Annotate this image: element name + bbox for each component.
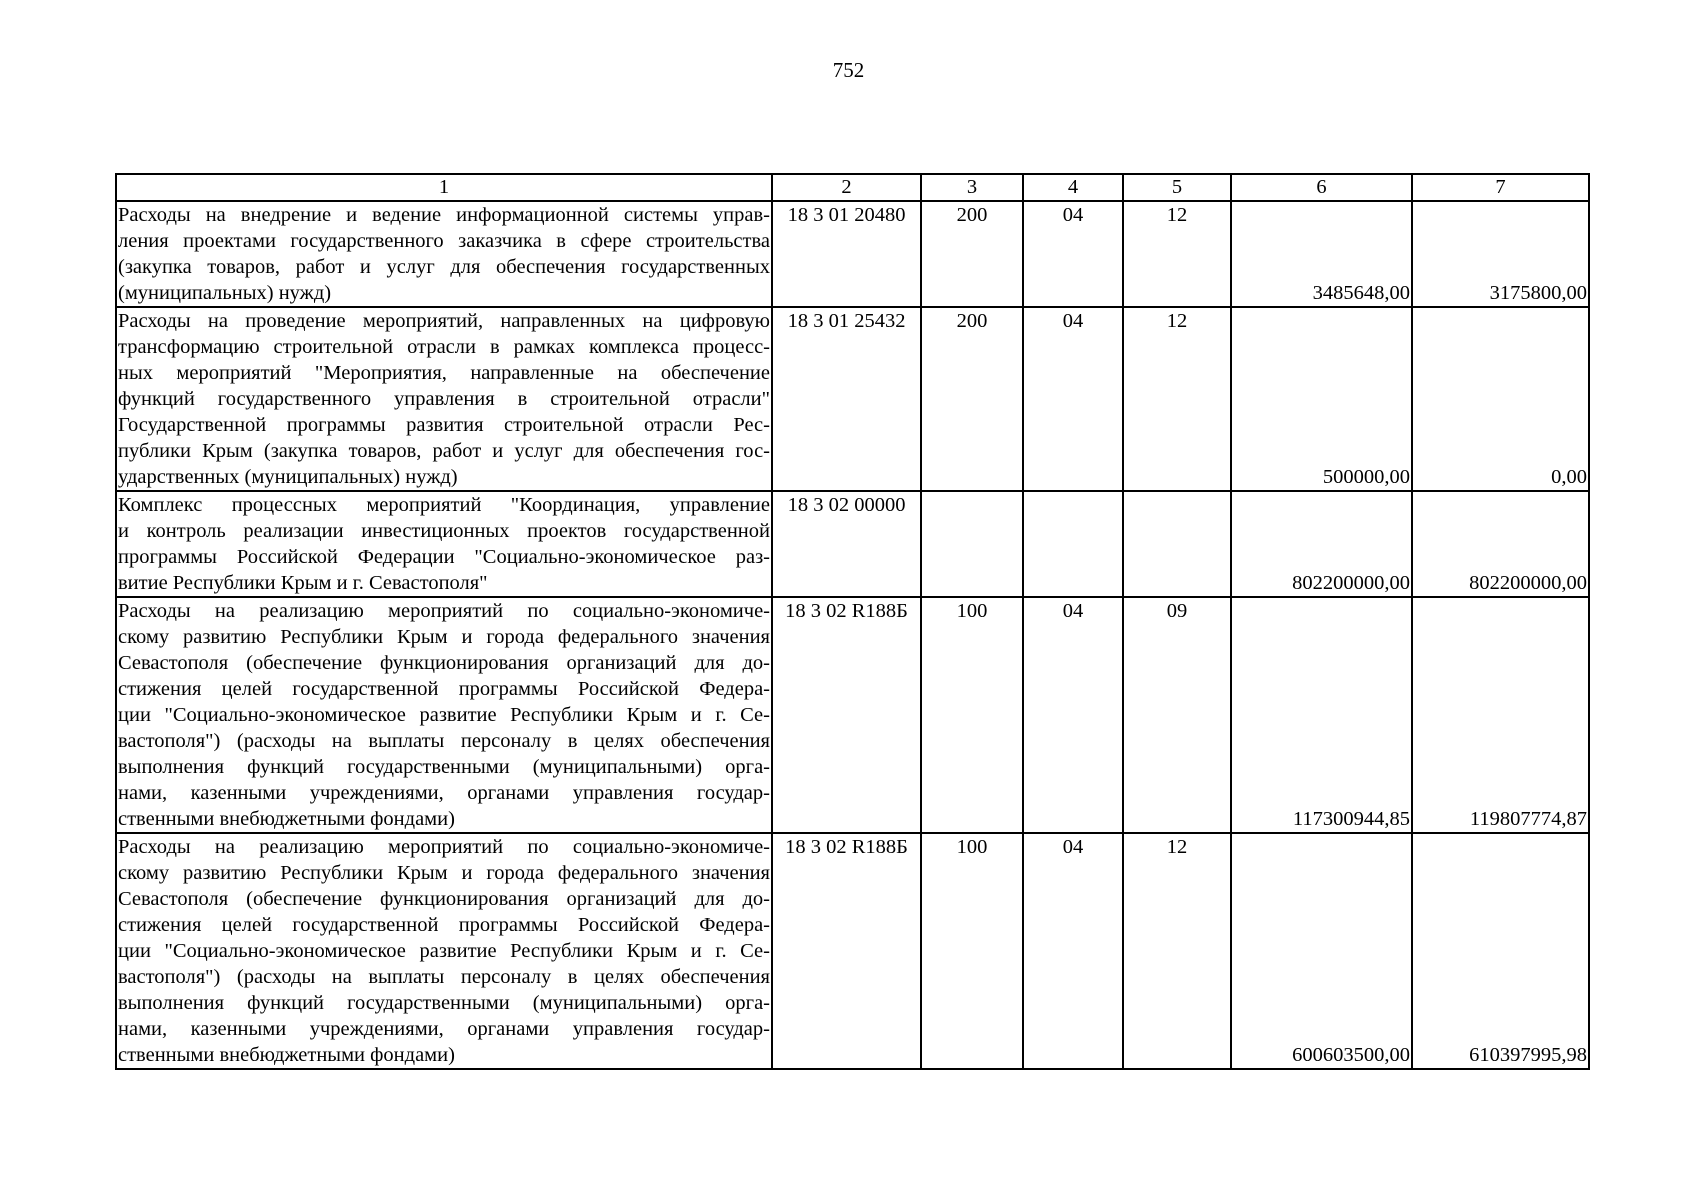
row-description: [116, 597, 772, 833]
table-row: [116, 307, 1589, 491]
row-col-3: 100: [921, 597, 1023, 833]
description-line: программы Российской Федерации "Социально-экономическое раз-: [118, 546, 770, 568]
row-amount-col-6: 117300944,85: [1231, 597, 1412, 833]
row-description: [116, 201, 772, 307]
table-header: [116, 174, 1589, 201]
table-row: [116, 833, 1589, 1069]
row-description: [116, 833, 772, 1069]
description-line: Расходы на проведение мероприятий, направленных на цифровую: [118, 310, 770, 332]
row-col-4: 04: [1023, 833, 1123, 1069]
table-row: [116, 201, 1589, 307]
description-line: нами, казенными учреждениями, органами управления государ-: [118, 782, 770, 804]
description-line: публики Крым (закупка товаров, работ и услуг для обеспечения гос-: [118, 440, 770, 462]
row-code: 18 3 02 00000: [772, 491, 921, 597]
row-amount-col-7: 119807774,87: [1412, 597, 1589, 833]
row-description: [116, 491, 772, 597]
row-amount-col-6: 3485648,00: [1231, 201, 1412, 307]
row-code: 18 3 01 20480: [772, 201, 921, 307]
row-code: 18 3 02 R188Б: [772, 597, 921, 833]
table-row: [116, 491, 1589, 597]
header-col-3: 3: [921, 174, 1023, 201]
row-col-5: 12: [1123, 307, 1231, 491]
row-col-3: 200: [921, 201, 1023, 307]
table-row: [116, 597, 1589, 833]
row-col-5: 09: [1123, 597, 1231, 833]
header-col-2: 2: [772, 174, 921, 201]
row-col-3: 100: [921, 833, 1023, 1069]
row-col-3: [921, 491, 1023, 597]
row-col-4: 04: [1023, 307, 1123, 491]
description-line: Расходы на внедрение и ведение информационной системы управ-: [118, 204, 770, 226]
row-col-3: 200: [921, 307, 1023, 491]
description-line: Комплекс процессных мероприятий "Координация, управление: [118, 494, 770, 516]
description-line: выполнения функций государственными (муниципальными) орга-: [118, 992, 770, 1014]
description-line: вастополя") (расходы на выплаты персоналу в целях обеспечения: [118, 966, 770, 988]
row-code: 18 3 02 R188Б: [772, 833, 921, 1069]
row-amount-col-7: 3175800,00: [1412, 201, 1589, 307]
row-amount-col-7: 802200000,00: [1412, 491, 1589, 597]
row-amount-col-7: 0,00: [1412, 307, 1589, 491]
header-col-5: 5: [1123, 174, 1231, 201]
header-col-6: 6: [1231, 174, 1412, 201]
description-line: выполнения функций государственными (муниципальными) орга-: [118, 756, 770, 778]
description-line: скому развитию Республики Крым и города федерального значения: [118, 626, 770, 648]
row-description: [116, 307, 772, 491]
description-line: трансформацию строительной отрасли в рамках комплекса процесс-: [118, 336, 770, 358]
header-col-4: 4: [1023, 174, 1123, 201]
table-body: [116, 201, 1589, 1069]
header-col-1: 1: [116, 174, 772, 201]
row-col-5: 12: [1123, 833, 1231, 1069]
description-line: Севастополя (обеспечение функционирования организаций для до-: [118, 888, 770, 910]
description-line: ударственных (муниципальных) нужд): [118, 466, 458, 488]
description-line: Расходы на реализацию мероприятий по социально-экономиче-: [118, 600, 770, 622]
description-line: ственными внебюджетными фондами): [118, 1044, 455, 1066]
description-line: ных мероприятий "Мероприятия, направленные на обеспечение: [118, 362, 770, 384]
row-code: 18 3 01 25432: [772, 307, 921, 491]
description-line: стижения целей государственной программы Российской Федера-: [118, 914, 770, 936]
description-line: ления проектами государственного заказчика в сфере строительства: [118, 230, 770, 252]
budget-table: [115, 173, 1590, 1070]
description-line: стижения целей государственной программы Российской Федера-: [118, 678, 770, 700]
description-line: витие Республики Крым и г. Севастополя": [118, 572, 488, 594]
header-row: [116, 174, 1589, 201]
description-line: функций государственного управления в строительной отрасли": [118, 388, 770, 410]
description-line: нами, казенными учреждениями, органами управления государ-: [118, 1018, 770, 1040]
row-amount-col-6: 600603500,00: [1231, 833, 1412, 1069]
description-line: ственными внебюджетными фондами): [118, 808, 455, 830]
row-col-4: 04: [1023, 201, 1123, 307]
header-col-7: 7: [1412, 174, 1589, 201]
description-line: Государственной программы развития строительной отрасли Рес-: [118, 414, 770, 436]
row-col-5: 12: [1123, 201, 1231, 307]
page-number: 752: [832, 58, 865, 82]
row-amount-col-6: 802200000,00: [1231, 491, 1412, 597]
description-line: (закупка товаров, работ и услуг для обеспечения государственных: [118, 256, 770, 278]
description-line: вастополя") (расходы на выплаты персоналу в целях обеспечения: [118, 730, 770, 752]
description-line: скому развитию Республики Крым и города федерального значения: [118, 862, 770, 884]
row-amount-col-7: 610397995,98: [1412, 833, 1589, 1069]
description-line: ции "Социально-экономическое развитие Республики Крым и г. Се-: [118, 704, 770, 726]
description-line: Севастополя (обеспечение функционирования организаций для до-: [118, 652, 770, 674]
row-col-4: [1023, 491, 1123, 597]
description-line: ции "Социально-экономическое развитие Республики Крым и г. Се-: [118, 940, 770, 962]
description-line: Расходы на реализацию мероприятий по социально-экономиче-: [118, 836, 770, 858]
description-line: и контроль реализации инвестиционных проектов государственной: [118, 520, 770, 542]
row-col-5: [1123, 491, 1231, 597]
description-line: (муниципальных) нужд): [118, 282, 332, 304]
row-amount-col-6: 500000,00: [1231, 307, 1412, 491]
row-col-4: 04: [1023, 597, 1123, 833]
